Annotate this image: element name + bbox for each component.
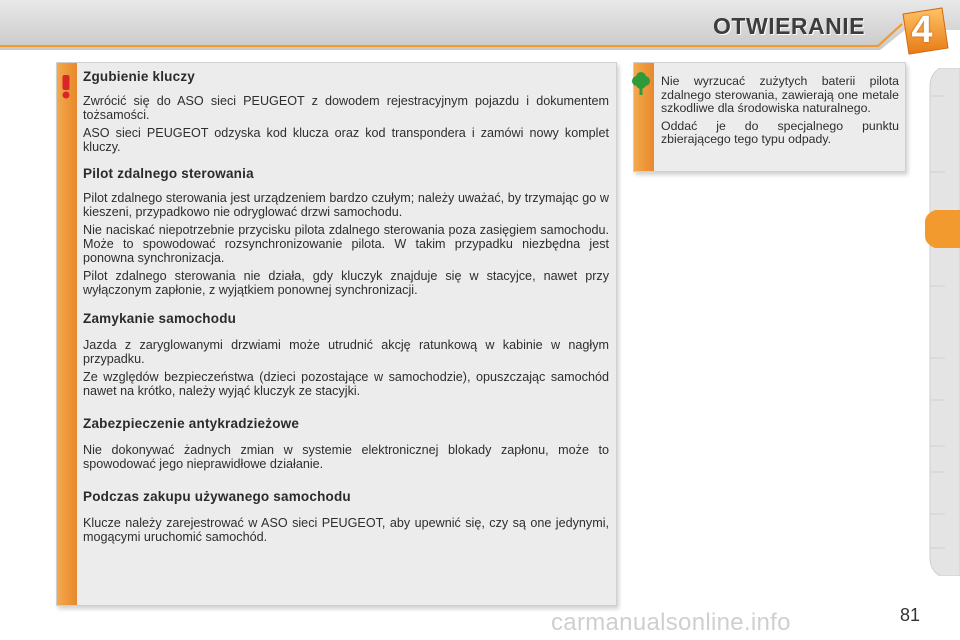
info-panel-content xyxy=(83,67,609,544)
warning-icon xyxy=(56,72,76,100)
section-heading: Zabezpieczenie antykradzieżowe xyxy=(83,416,300,431)
paragraph: Oddać je do specjalnego punktu zbierającego tego typu odpady. xyxy=(661,118,899,146)
section-lost-keys xyxy=(83,69,609,154)
paragraph: Nie wyrzucać zużytych baterii pilota zdalnego sterowania, zawierają one metale szkodliwe dla środowiska naturalnego. xyxy=(661,74,899,115)
section-used-car xyxy=(83,489,609,544)
section-heading: Zgubienie kluczy xyxy=(83,69,195,84)
info-panel xyxy=(56,62,617,606)
chapter-tabs xyxy=(925,68,960,576)
paragraph: Pilot zdalnego sterowania jest urządzeniem bardzo czułym; należy uważać, by trzymając go w kieszeni, przypadkowo nie odryglować drzwi samochodu. xyxy=(83,191,609,219)
watermark: carmanualsonline.info xyxy=(551,609,791,636)
eco-note-content xyxy=(661,75,899,147)
page-title: OTWIERANIE xyxy=(713,13,865,39)
paragraph: Klucze należy zarejestrować w ASO sieci PEUGEOT, aby upewnić się, czy są one jedynymi, mogącymi uruchomić samochód. xyxy=(83,516,609,544)
section-heading: Podczas zakupu używanego samochodu xyxy=(83,489,351,504)
section-remote-control xyxy=(83,166,609,297)
section-anti-theft xyxy=(83,416,609,471)
paragraph: Nie naciskać niepotrzebnie przycisku pilota zdalnego sterowania poza zasięgiem samochodu. Może to spowodować rozsynchronizowanie pilota. W takim przypadku niezbędna jest ponowna synchronizacja. xyxy=(83,223,609,265)
section-heading: Pilot zdalnego sterowania xyxy=(83,166,254,181)
section-locking xyxy=(83,311,609,398)
paragraph: Ze względów bezpieczeństwa (dzieci pozostające w samochodzie), opuszczając samochód nawet na krótko, należy wyjąć kluczyk ze stacyjki. xyxy=(83,370,609,398)
eco-note-panel xyxy=(633,62,906,172)
tree-icon xyxy=(630,72,652,98)
section-heading: Zamykanie samochodu xyxy=(83,311,237,326)
page-number: 81 xyxy=(900,605,921,625)
paragraph: ASO sieci PEUGEOT odzyska kod klucza oraz kod transpondera i zamówi nowy komplet kluczy. xyxy=(83,126,609,154)
paragraph: Pilot zdalnego sterowania nie działa, gdy kluczyk znajduje się w stacyjce, nawet przy wyłączonym zapłonie, z wyjątkiem ponownej synchronizacji. xyxy=(83,269,609,297)
paragraph: Zwrócić się do ASO sieci PEUGEOT z dowodem rejestracyjnym pojazdu i dokumentem tożsamości. xyxy=(83,94,609,122)
panel-accent-stripe xyxy=(57,63,77,605)
paragraph: Nie dokonywać żadnych zmian w systemie elektronicznej blokady zapłonu, może to spowodować jego nieprawidłowe działanie. xyxy=(83,443,609,471)
paragraph: Jazda z zaryglowanymi drzwiami może utrudnić akcję ratunkową w kabinie w nagłym przypadku. xyxy=(83,338,609,366)
chapter-number: 4 xyxy=(911,9,933,51)
active-chapter-tab xyxy=(925,210,960,248)
